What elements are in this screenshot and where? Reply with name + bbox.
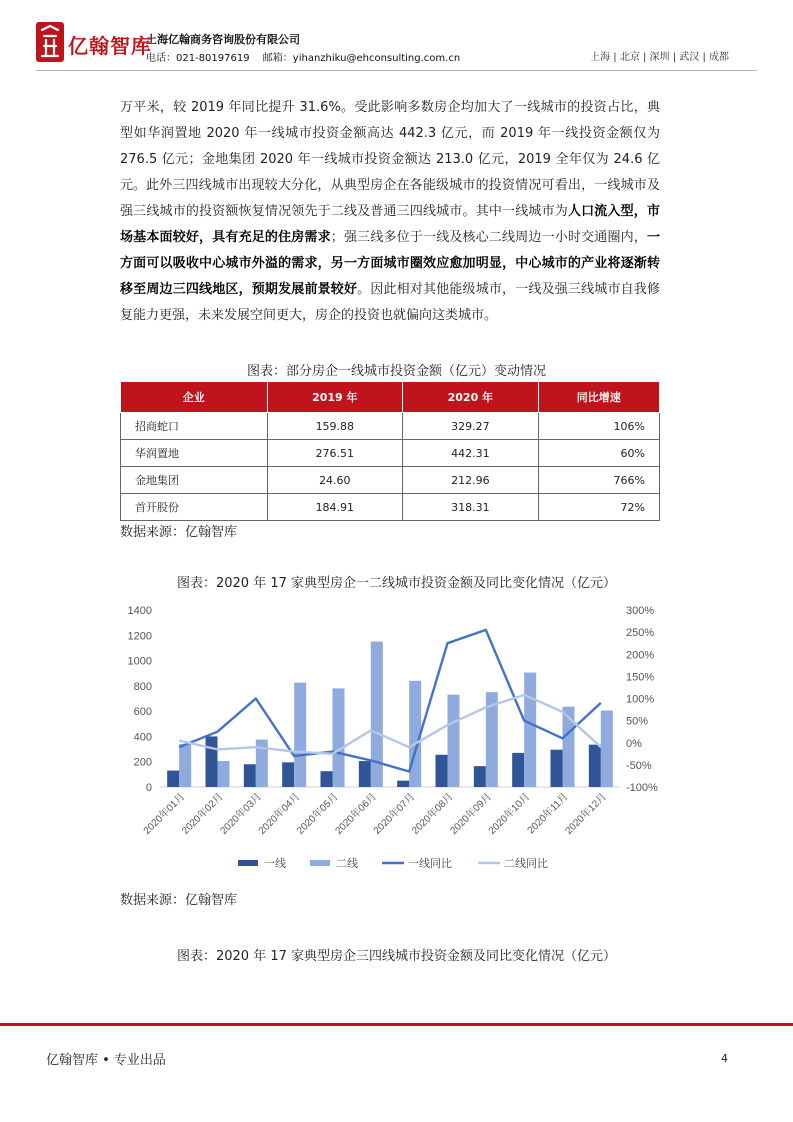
x-tick-label: 2020年03月: [218, 791, 264, 837]
bar-tier2: [333, 688, 345, 787]
bar-tier1: [512, 753, 524, 787]
y-right-tick-label: 200%: [626, 649, 655, 662]
bar-tier1: [474, 766, 486, 787]
p2-text-e: 。因此相对其他能级城市，一线及强三线城市自我修复能力更强，未来发展空间更大，房企的投资也就偏向这类城市。: [120, 282, 660, 323]
bar-tier1: [282, 762, 294, 787]
bar-tier1: [589, 745, 601, 787]
table-row: [121, 467, 660, 494]
line-tier2-yoy: [179, 695, 601, 754]
bar-tier2: [448, 695, 460, 787]
y-right-tick-label: 100%: [626, 693, 655, 706]
x-tick-label: 2020年12月: [563, 791, 609, 837]
investment-chart: [120, 596, 660, 881]
bar-tier1: [436, 755, 448, 787]
cell-growth: 766%: [538, 467, 659, 494]
bar-tier2: [294, 683, 306, 787]
bar-tier1: [397, 781, 409, 787]
table-source: 数据来源：亿翰智库: [120, 525, 238, 540]
cell-growth: 60%: [538, 440, 659, 467]
legend-label: 一线: [264, 858, 286, 870]
y-right-tick-label: 150%: [626, 671, 655, 684]
header-growth: 同比增速: [538, 382, 659, 413]
y-right-tick-label: 0%: [626, 737, 642, 750]
x-tick-label: 2020年11月: [525, 791, 571, 837]
phone-text: 电话：021-80197619: [146, 53, 250, 64]
y-right-tick-label: -100%: [626, 782, 658, 794]
p2-bold-b: 人口流入型，市场基本面较好，具有充足的住房需求: [120, 204, 660, 245]
y-left-tick-label: 1400: [127, 605, 152, 617]
x-tick-label: 2020年10月: [486, 791, 533, 837]
investment-table: [120, 381, 660, 521]
y-left-tick-label: 1000: [127, 655, 152, 668]
y-right-tick-label: 50%: [626, 715, 649, 728]
y-left-tick-label: 400: [133, 731, 152, 744]
cell-company: 华润置地: [121, 440, 268, 467]
y-left-tick-label: 1200: [127, 630, 152, 643]
email-text: 邮箱：yihanzhiku@ehconsulting.com.cn: [262, 53, 461, 64]
cell-growth: 72%: [538, 494, 659, 521]
bar-tier1: [551, 750, 563, 787]
x-tick-label: 2020年08月: [410, 791, 456, 837]
bar-tier2: [524, 673, 536, 787]
legend-label: 二线: [336, 858, 358, 870]
p2-text-a: 此外三四线城市出现较大分化，从典型房企在各能级城市的投资情况可看出，一线城市及强三线城市的投资额恢复情况领先于二线及普通三四线城市。其中一线城市为: [120, 178, 660, 219]
bar-tier2: [179, 744, 191, 787]
x-tick-label: 2020年01月: [141, 791, 188, 837]
next-chart-caption: 图表：2020 年 17 家典型房企三四线城市投资金额及同比变化情况（亿元）: [176, 949, 617, 964]
table-row: [121, 494, 660, 521]
legend-label: 一线同比: [408, 858, 452, 870]
bar-tier2: [601, 711, 613, 787]
cell-2019: 24.60: [267, 467, 403, 494]
legend-label: 二线同比: [504, 858, 548, 870]
header-divider: [36, 70, 757, 71]
yihan-logo-icon: [36, 22, 64, 62]
cell-2020: 442.31: [403, 440, 539, 467]
y-right-tick-label: 300%: [626, 605, 655, 617]
table-caption: 图表：部分房企一线城市投资金额（亿元）变动情况: [246, 364, 546, 379]
bar-tier1: [359, 761, 371, 787]
y-right-tick-label: 250%: [626, 627, 655, 640]
table-row: [121, 440, 660, 467]
y-left-tick-label: 800: [133, 680, 152, 693]
footer-divider: [0, 1023, 793, 1026]
table-row: [121, 413, 660, 440]
bar-tier1: [321, 771, 333, 787]
bar-tier1: [167, 771, 179, 787]
y-left-tick-label: 200: [133, 756, 152, 769]
y-left-tick-label: 0: [145, 782, 152, 794]
x-tick-label: 2020年07月: [371, 791, 418, 837]
footer-brand: 亿翰智库 • 专业出品: [46, 1053, 166, 1068]
paragraph-2: [120, 173, 660, 329]
x-tick-label: 2020年09月: [448, 791, 494, 837]
legend-swatch: [310, 860, 330, 866]
cell-growth: 106%: [538, 413, 659, 440]
cell-2019: 276.51: [267, 440, 403, 467]
x-tick-label: 2020年02月: [180, 791, 226, 837]
cell-company: 招商蛇口: [121, 413, 268, 440]
header-company: 企业: [121, 382, 268, 413]
cell-2019: 184.91: [267, 494, 403, 521]
cell-company: 首开股份: [121, 494, 268, 521]
cell-2020: 329.27: [403, 413, 539, 440]
page-header: [0, 0, 793, 76]
cell-2020: 318.31: [403, 494, 539, 521]
page-number: 4: [721, 1052, 728, 1065]
y-right-tick-label: -50%: [626, 759, 652, 772]
chart-caption: 图表：2020 年 17 家典型房企一二线城市投资金额及同比变化情况（亿元）: [176, 576, 617, 591]
bar-tier2: [371, 642, 383, 787]
company-name: 上海亿翰商务咨询股份有限公司: [146, 33, 300, 46]
bar-tier1: [244, 764, 256, 787]
cell-2019: 159.88: [267, 413, 403, 440]
y-left-tick-label: 600: [133, 706, 152, 719]
bar-tier2: [218, 761, 230, 787]
legend-swatch: [238, 860, 258, 866]
contact-info: [146, 49, 470, 64]
paragraph-1: 万平米，较 2019 年同比提升 31.6%。受此影响多数房企均加大了一线城市的投资占比，典型如华润置地 2020 年一线城市投资金额高达 442.3 亿元，而 2019 年一线投资金额仅为 276.5 亿元；金地集团 2020 年一线城市投资金额达 213.0 亿元，2019 全年仅为 24.6 亿元。: [120, 100, 660, 193]
header-2019: 2019 年: [267, 382, 403, 413]
cell-2020: 212.96: [403, 467, 539, 494]
cell-company: 金地集团: [121, 467, 268, 494]
office-cities: 上海 | 北京 | 深圳 | 武汉 | 成都: [590, 52, 729, 63]
table-header-row: [121, 382, 660, 413]
p2-text-c: ；强三线多位于一线及核心二线周边一小时交通圈内，: [330, 230, 647, 245]
bar-tier1: [206, 736, 218, 787]
x-tick-label: 2020年05月: [295, 791, 341, 837]
x-tick-label: 2020年04月: [256, 791, 303, 837]
chart-source: 数据来源：亿翰智库: [120, 893, 238, 908]
logo-text: 亿翰智库: [68, 34, 152, 58]
header-2020: 2020 年: [403, 382, 539, 413]
x-tick-label: 2020年06月: [333, 791, 379, 837]
p2-bold-d: 一方面可以吸收中心城市外溢的需求，另一方面城市圈效应愈加明显，中心城市的产业将逐渐转移至周边三四线地区，预期发展前景较好: [120, 230, 660, 297]
